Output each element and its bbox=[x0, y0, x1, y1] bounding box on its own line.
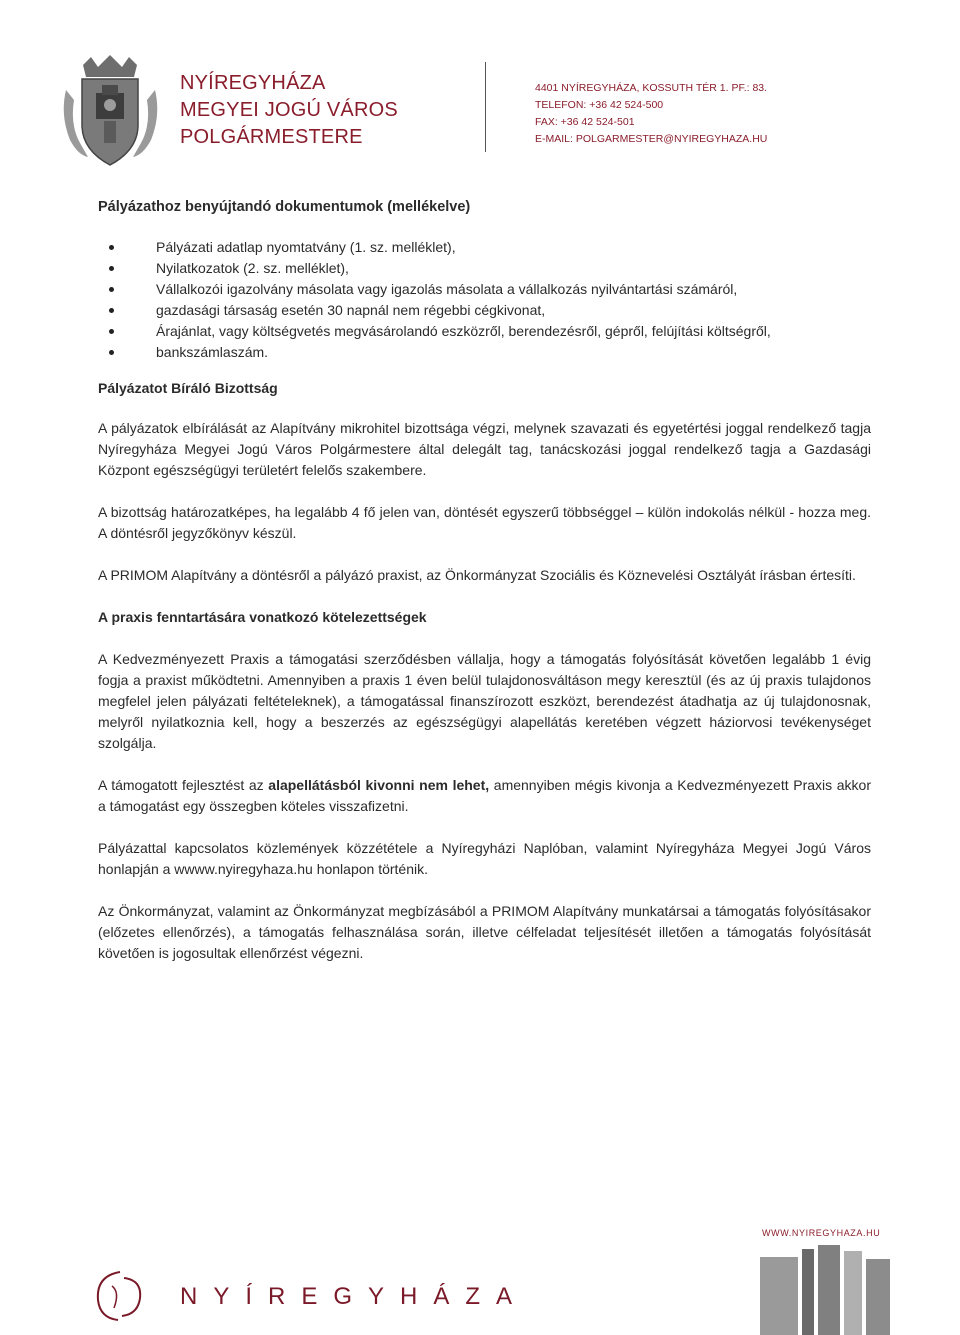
obligations-p2-end: amennyiben mégis kivonja a Kedvezményezett Praxis akkor a támogatást egy összegben köteles visszafizetni. bbox=[98, 777, 871, 814]
obligations-paragraph-2 bbox=[98, 775, 871, 817]
obligations-p2-bold: alapellátásból kivonni nem lehet, bbox=[268, 777, 490, 793]
obligations-paragraph-4: Az Önkormányzat, valamint az Önkormányzat megbízásából a PRIMOM Alapítvány munkatársai a támogatás folyósításakor (előzetes ellenőrzés), a támogatás felhasználása során, illetve célfeladat teljesítését illetően a támogatás folyósítását követően is jogosultak ellenőrzést végezni. bbox=[98, 903, 871, 961]
footer-logo-icon bbox=[90, 1262, 152, 1324]
city-name-line2: MEGYEI JOGÚ VÁROS bbox=[180, 99, 398, 121]
list-item: Nyilatkozatok (2. sz. melléklet), bbox=[98, 258, 871, 279]
contact-email: E-MAIL: POLGARMESTER@NYIREGYHAZA.HU bbox=[535, 133, 768, 145]
contact-address: 4401 NYÍREGYHÁZA, KOSSUTH TÉR 1. PF.: 83. bbox=[535, 82, 768, 94]
obligations-paragraph-1: A Kedvezményezett Praxis a támogatási szerződésben vállalja, hogy a támogatás folyósítását követően legalább 1 évig fogja a praxist működtetni. Amennyiben a praxis 1 éven belül tulajdonosváltáson megy keresztül (és az új praxis tulajdonos megfelel jelen pályázati feltételeknek), a támogatással finanszírozott eszközt, berendezést átadhatja az új tulajdonosnak, melyről nyilatkoznia kell, hogy a beszerzés az egészségügyi alapellátás keretében végzett háziorvosi tevékenységet szolgálja. bbox=[98, 651, 871, 751]
footer-url: WWW.NYIREGYHAZA.HU bbox=[762, 1228, 881, 1238]
committee-paragraph-2: A bizottság határozatképes, ha legalább 4 fő jelen van, döntését egyszerű többséggel – külön indokolás nélkül - hozza meg. A döntésről jegyzőkönyv készül. bbox=[98, 504, 871, 541]
documents-heading: Pályázathoz benyújtandó dokumentumok (mellékelve) bbox=[98, 199, 471, 215]
contact-block bbox=[535, 80, 767, 148]
list-item: gazdasági társaság esetén 30 napnál nem régebbi cégkivonat, bbox=[98, 300, 871, 321]
list-item: Árajánlat, vagy költségvetés megvásárolandó eszközről, berendezésről, gépről, felújítási költségről, bbox=[98, 321, 871, 342]
documents-list bbox=[98, 237, 871, 363]
city-crest-icon bbox=[58, 55, 163, 170]
footer-decoration-icon bbox=[760, 1245, 890, 1335]
city-name-line3: POLGÁRMESTERE bbox=[180, 126, 363, 148]
contact-phone: TELEFON: +36 42 524-500 bbox=[535, 99, 664, 111]
city-name-line1: NYÍREGYHÁZA bbox=[180, 72, 326, 94]
contact-fax: FAX: +36 42 524-501 bbox=[535, 116, 635, 128]
committee-paragraph-3: A PRIMOM Alapítvány a döntésről a pályázó praxist, az Önkormányzat Szociális és Köznevelési Osztályát írásban értesíti. bbox=[98, 567, 856, 583]
committee-heading: Pályázatot Bíráló Bizottság bbox=[98, 380, 278, 396]
document-body bbox=[98, 197, 871, 964]
list-item: Vállalkozói igazolvány másolata vagy igazolás másolata a vállalkozás nyilvántartási számáról, bbox=[98, 279, 871, 300]
list-item: bankszámlaszám. bbox=[98, 342, 871, 363]
list-item: Pályázati adatlap nyomtatvány (1. sz. melléklet), bbox=[98, 237, 871, 258]
footer-wordmark: NYÍREGYHÁZA bbox=[180, 1283, 529, 1310]
committee-paragraph-1: A pályázatok elbírálását az Alapítvány mikrohitel bizottsága végzi, melynek szavazati és egyetértési joggal rendelkező tagja Nyíregyháza Megyei Jogú Város Polgármestere által delegált tag, tanácskozási joggal rendelkező tagja a Gazdasági Központ egészségügyi területért felelős szakembere. bbox=[98, 420, 871, 478]
obligations-p2-start: A támogatott fejlesztést az bbox=[98, 777, 269, 793]
obligations-heading: A praxis fenntartására vonatkozó kötelezettségek bbox=[98, 609, 427, 625]
city-name-block bbox=[180, 70, 398, 151]
header-divider bbox=[485, 62, 486, 152]
obligations-paragraph-3: Pályázattal kapcsolatos közlemények közzététele a Nyíregyházi Naplóban, valamint Nyíregyháza Megyei Jogú Város honlapján a wwww.nyiregyhaza.hu honlapon történik. bbox=[98, 840, 871, 877]
